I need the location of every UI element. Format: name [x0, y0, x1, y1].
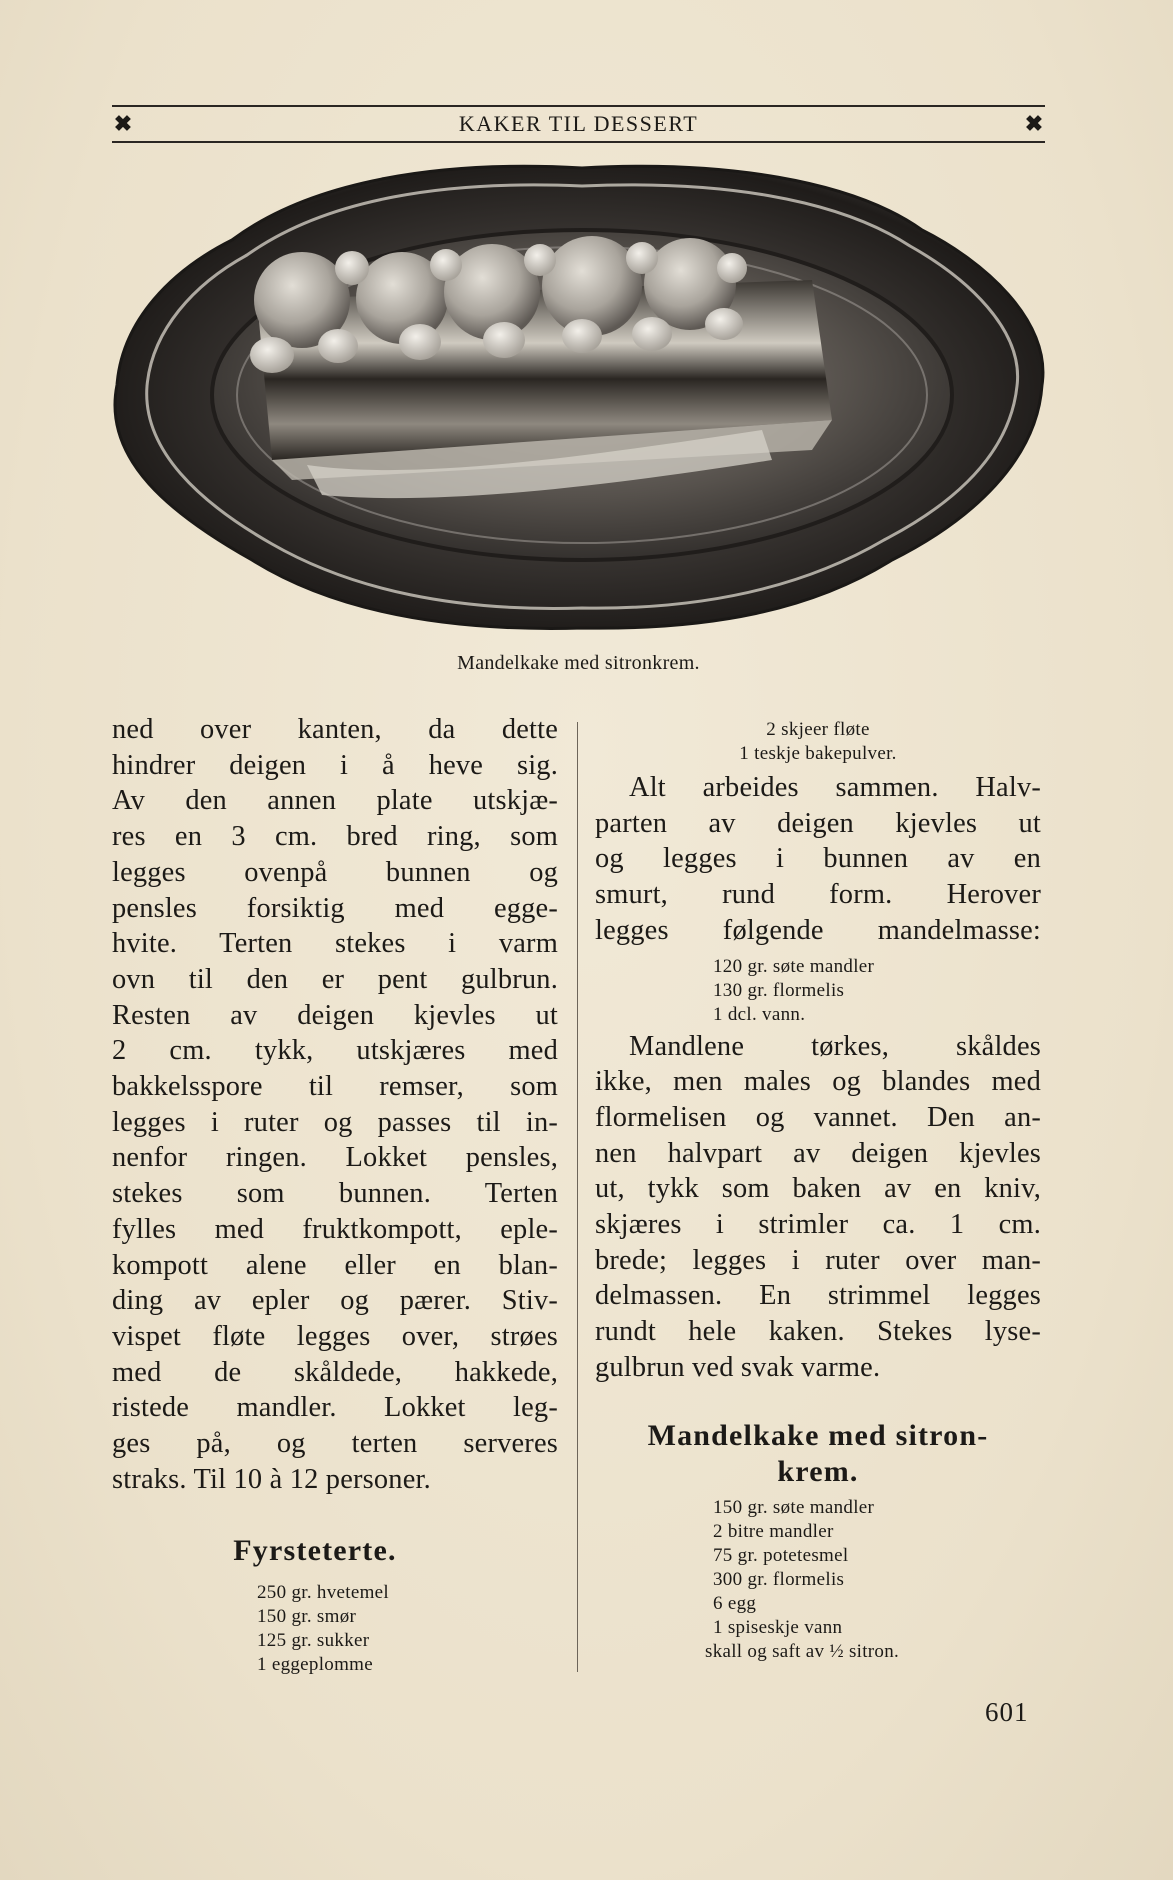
right-body-text-2 [595, 1029, 1041, 1386]
text-line: fylles med fruktkompott, eple- [112, 1213, 558, 1245]
text-line: hvite. Terten stekes i varm [112, 928, 558, 960]
text-line: bakkelsspore til remser, som [112, 1071, 558, 1103]
left-column [112, 712, 558, 1677]
text-line: med de skåldede, hakkede, [112, 1356, 558, 1388]
ingredient-line: 300 gr. flormelis [713, 1568, 845, 1590]
text-line: 2 cm. tykk, utskjæres med [112, 1035, 558, 1067]
ingredient-line: 75 gr. potetesmel [713, 1544, 849, 1566]
ingredient-line: 125 gr. sukker [257, 1630, 370, 1652]
text-line: Av den annen plate utskjæ- [112, 785, 558, 817]
text-line: flormelisen og vannet. Den an- [595, 1101, 1041, 1133]
text-line: legges ovenpå bunnen og [112, 856, 558, 888]
photo-caption: Mandelkake med sitronkrem. [457, 652, 700, 674]
ingredient-line: 120 gr. søte mandler [713, 955, 875, 977]
text-line: smurt, rund form. Herover [595, 879, 1041, 911]
text-line: pensles forsiktig med egge- [112, 892, 558, 924]
text-line: Mandlene tørkes, skåldes [629, 1030, 1041, 1062]
right-body-text-1 [595, 770, 1041, 949]
header-rule-top [112, 105, 1045, 107]
text-line: res en 3 cm. bred ring, som [112, 821, 558, 853]
header-rule-bottom [112, 141, 1045, 143]
ingredient-line: 130 gr. flormelis [713, 979, 845, 1001]
ingredient-line: 150 gr. søte mandler [713, 1496, 875, 1518]
header-title: KAKER TIL DESSERT [458, 111, 699, 136]
text-line: straks. Til 10 à 12 personer. [112, 1463, 431, 1495]
left-body-text [112, 712, 558, 1497]
heading-line: Mandelkake med sitron- [647, 1418, 989, 1452]
header-right-ornament: ✖ [1024, 111, 1044, 137]
ingredient-line: 2 skjeer fløte [766, 719, 870, 740]
text-line: ding av epler og pærer. Stiv- [112, 1285, 558, 1317]
text-line: nen halvpart av deigen kjevles [595, 1137, 1041, 1169]
text-line: legges følgende mandelmasse: [595, 914, 1041, 946]
ingredient-line: 1 dcl. vann. [713, 1003, 806, 1025]
ingredient-line: 1 teskje bakepulver. [739, 743, 897, 764]
text-line: og legges i bunnen av en [595, 843, 1041, 875]
recipe-heading-fyrsteterte: Fyrsteterte. [233, 1534, 397, 1568]
text-line: vispet fløte legges over, strøes [112, 1320, 558, 1352]
ingredients-mandelmasse [595, 955, 1041, 1027]
text-line: brede; legges i ruter over man- [595, 1244, 1041, 1276]
text-line: gulbrun ved svak varme. [595, 1351, 881, 1383]
cake-photo [112, 160, 1045, 640]
recipe-heading-mandelkake [595, 1418, 1041, 1490]
ingredient-line: 6 egg [713, 1592, 757, 1614]
text-line: parten av deigen kjevles ut [595, 807, 1041, 839]
ingredient-line: 2 bitre mandler [713, 1520, 834, 1542]
ingredients-mandelkake [595, 1496, 1041, 1664]
text-line: hindrer deigen i å heve sig. [112, 749, 558, 781]
text-line: nenfor ringen. Lokket pensles, [112, 1142, 558, 1174]
page-number: 601 [985, 1697, 1029, 1727]
text-line: skjæres i strimler ca. 1 cm. [595, 1209, 1041, 1241]
text-line: ikke, men males og blandes med [595, 1066, 1041, 1098]
text-line: ristede mandler. Lokket leg- [112, 1392, 558, 1424]
text-line: Resten av deigen kjevles ut [112, 999, 558, 1031]
text-line: stekes som bunnen. Terten [112, 1178, 558, 1210]
column-divider [577, 722, 578, 1672]
header-left-ornament: ✖ [113, 111, 133, 137]
right-column [595, 712, 1041, 1664]
text-line: ovn til den er pent gulbrun. [112, 963, 558, 995]
text-line: Alt arbeides sammen. Halv- [629, 772, 1041, 803]
ingredients-continued [595, 718, 1041, 766]
ingredient-line: skall og saft av ½ sitron. [705, 1640, 900, 1662]
ingredient-line: 150 gr. smør [257, 1606, 357, 1628]
heading-line: krem. [777, 1454, 859, 1488]
text-line: legges i ruter og passes til in- [112, 1106, 558, 1138]
text-line: ut, tykk som baken av en kniv, [595, 1173, 1041, 1205]
text-line: kompott alene eller en blan- [112, 1249, 558, 1281]
ingredient-line: 250 gr. hvetemel [257, 1582, 389, 1604]
text-line: ges på, og terten serveres [112, 1428, 558, 1460]
text-line: rundt hele kaken. Stekes lyse- [595, 1316, 1041, 1348]
ingredients-fyrsteterte [112, 1581, 558, 1677]
ingredient-line: 1 eggeplomme [257, 1654, 373, 1676]
ingredient-line: 1 spiseskje vann [713, 1616, 843, 1638]
text-line: delmassen. En strimmel legges [595, 1280, 1041, 1312]
running-header [112, 108, 1045, 140]
text-line: ned over kanten, da dette [112, 714, 558, 745]
